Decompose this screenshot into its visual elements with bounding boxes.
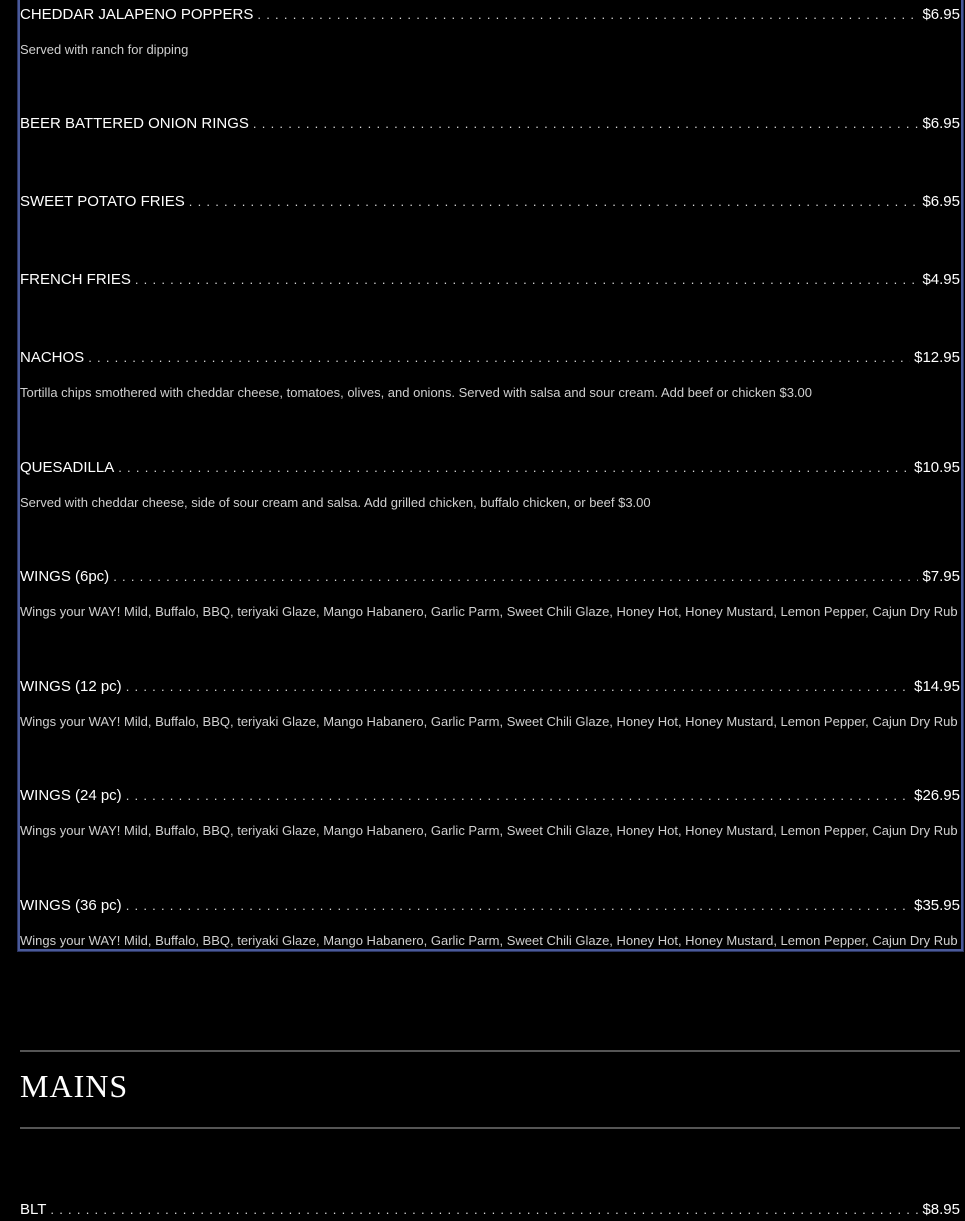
menu-item-line [20,787,960,807]
menu-item-line [20,568,960,588]
dot-leader [126,898,910,913]
menu-item-line [20,459,960,479]
item-price: $8.95 [922,1201,960,1218]
menu-item-line [20,115,960,135]
item-name: CHEDDAR JALAPENO POPPERS [20,6,254,23]
dot-leader [126,788,910,803]
item-price: $12.95 [914,349,960,366]
dot-leader [135,272,919,287]
menu-item-line [20,1201,960,1221]
item-name: WINGS (24 pc) [20,787,122,804]
menu-item-line [20,678,960,698]
item-description: Served with cheddar cheese, side of sour cream and salsa. Add grilled chicken, buffalo chicken, or beef $3.00 [20,495,651,510]
menu-item-line [20,271,960,291]
dot-leader [253,116,919,131]
item-description: Wings your WAY! Mild, Buffalo, BBQ, teriyaki Glaze, Mango Habanero, Garlic Parm, Sweet Chili Glaze, Honey Hot, Honey Mustard, Lemon Pepper, Cajun Dry Rub [20,604,958,619]
dot-leader [88,350,910,365]
item-name: BEER BATTERED ONION RINGS [20,115,249,132]
dot-leader [189,194,919,209]
menu-item-line [20,349,960,369]
dot-leader [118,460,910,475]
item-name: WINGS (36 pc) [20,897,122,914]
item-price: $10.95 [914,459,960,476]
item-price: $26.95 [914,787,960,804]
menu-item-line [20,6,960,26]
dot-leader [126,679,910,694]
menu-item-line [20,897,960,917]
item-description: Wings your WAY! Mild, Buffalo, BBQ, teriyaki Glaze, Mango Habanero, Garlic Parm, Sweet Chili Glaze, Honey Hot, Honey Mustard, Lemon Pepper, Cajun Dry Rub [20,933,958,948]
item-name: NACHOS [20,349,85,366]
item-price: $6.95 [922,193,960,210]
item-description: Wings your WAY! Mild, Buffalo, BBQ, teriyaki Glaze, Mango Habanero, Garlic Parm, Sweet Chili Glaze, Honey Hot, Honey Mustard, Lemon Pepper, Cajun Dry Rub [20,823,958,838]
dot-leader [50,1202,918,1217]
dot-leader [257,7,918,22]
item-price: $7.95 [922,568,960,585]
section-divider-top [20,1050,960,1052]
item-description: Served with ranch for dipping [20,42,189,57]
item-name: FRENCH FRIES [20,271,131,288]
item-price: $35.95 [914,897,960,914]
item-name: BLT [20,1201,47,1218]
dot-leader [113,569,918,584]
item-price: $14.95 [914,678,960,695]
item-name: SWEET POTATO FRIES [20,193,185,210]
menu-item-line [20,193,960,213]
item-description: Tortilla chips smothered with cheddar cheese, tomatoes, olives, and onions. Served with salsa and sour cream. Add beef or chicken $3.00 [20,385,812,400]
item-price: $6.95 [922,6,960,23]
item-name: QUESADILLA [20,459,115,476]
item-price: $4.95 [922,271,960,288]
item-description: Wings your WAY! Mild, Buffalo, BBQ, teriyaki Glaze, Mango Habanero, Garlic Parm, Sweet Chili Glaze, Honey Hot, Honey Mustard, Lemon Pepper, Cajun Dry Rub [20,714,958,729]
item-name: WINGS (6pc) [20,568,110,585]
item-name: WINGS (12 pc) [20,678,122,695]
section-divider-bottom [20,1127,960,1129]
section-title-mains: MAINS [20,1068,129,1104]
item-price: $6.95 [922,115,960,132]
